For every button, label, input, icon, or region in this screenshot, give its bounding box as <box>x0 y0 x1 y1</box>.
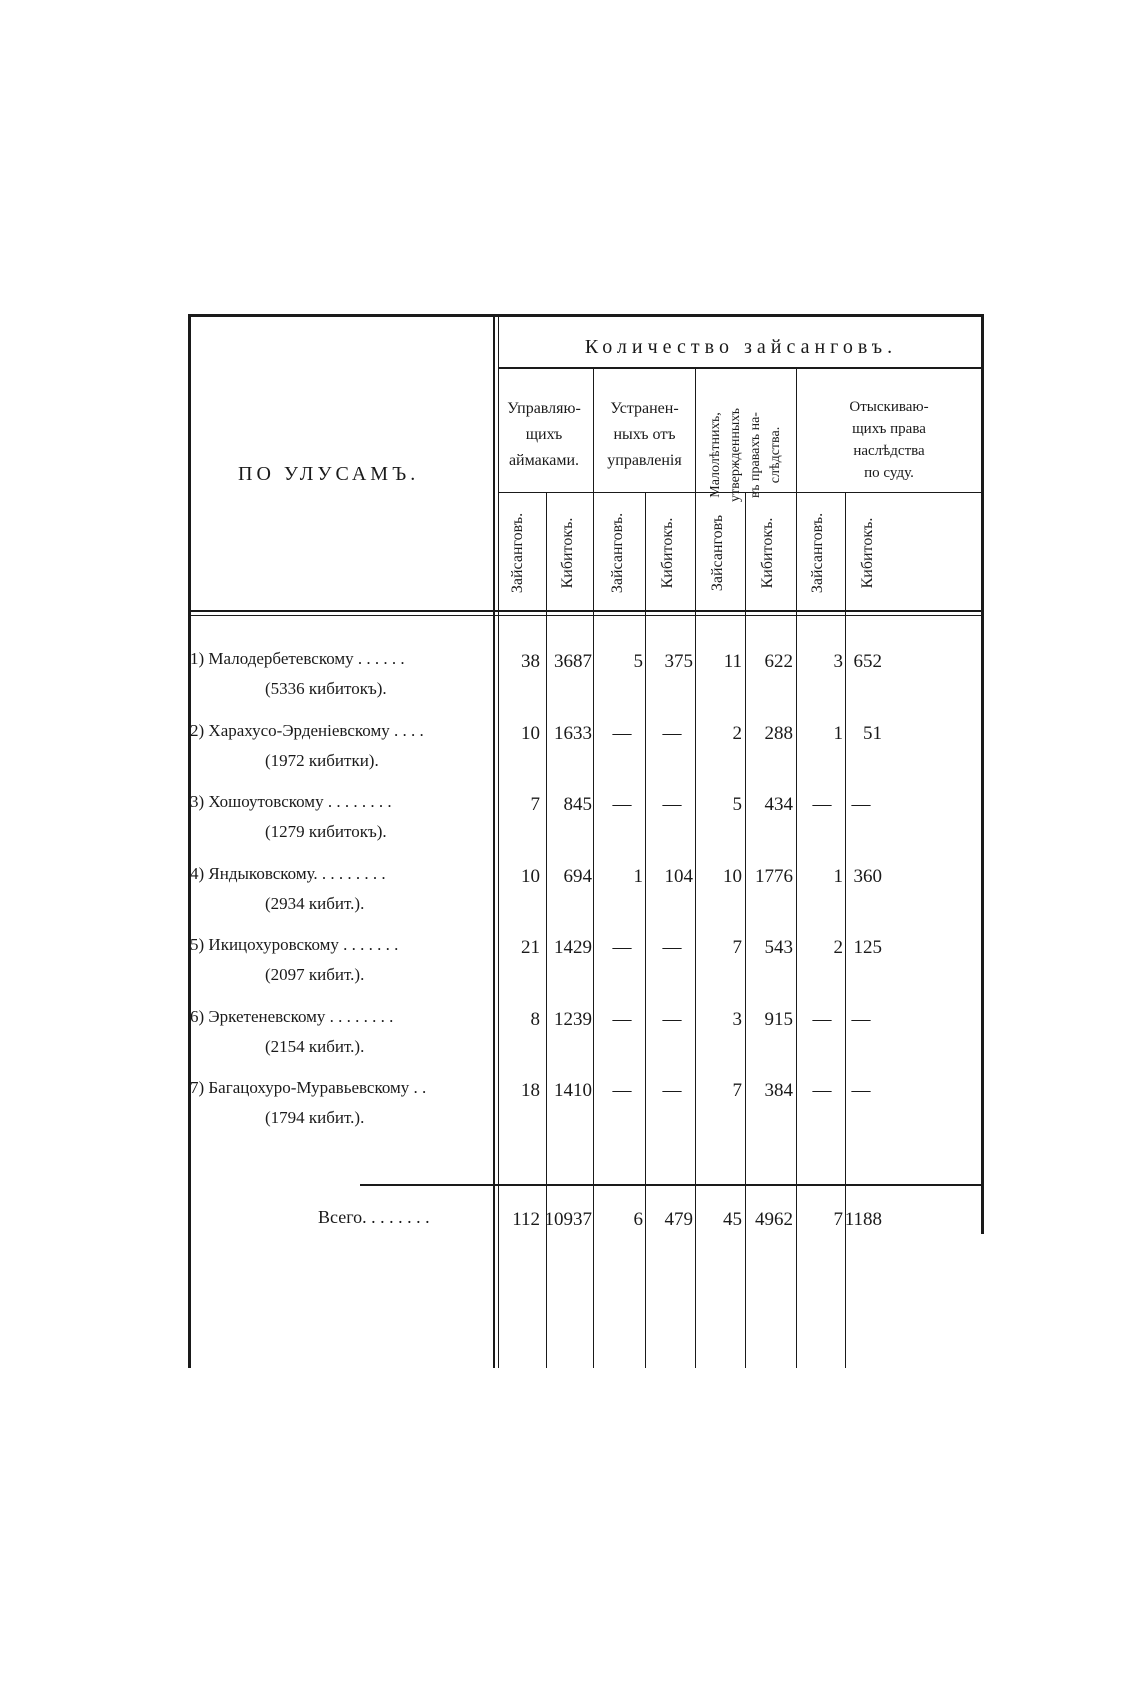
subcol-kibitkas-1: Кибитокъ. <box>559 517 576 589</box>
table-cell: — <box>612 937 632 958</box>
table-cell: 1 <box>633 865 643 887</box>
row-subtitle: (5336 кибитокъ). <box>265 679 387 698</box>
table-cell: — <box>851 794 871 815</box>
table-cell: 288 <box>764 722 793 744</box>
table-cell: — <box>662 722 682 744</box>
table-cell: 3 <box>732 1008 742 1030</box>
table-cell: — <box>812 1008 832 1030</box>
table-cell: — <box>662 1080 682 1101</box>
total-label: Всего. . . . . . . . <box>318 1207 430 1227</box>
table-cell: — <box>612 794 632 815</box>
table-cell: — <box>612 722 632 744</box>
total-cell: 45 <box>723 1209 742 1230</box>
table-cell: 434 <box>764 794 793 815</box>
subcol-kibitkas-3: Кибитокъ. <box>759 517 776 589</box>
subcol-divider-1 <box>546 492 547 1368</box>
subcol-zaisangs-4: Зайсанговъ. <box>809 512 826 594</box>
header-bottom-border <box>188 610 984 612</box>
group-header-minors: Малолѣтнихъ, утвержденныхъ въ правахъ на- слѣдства. <box>708 408 783 502</box>
table-cell: 21 <box>521 937 540 958</box>
table-cell: 10 <box>521 722 540 744</box>
table-cell: 1410 <box>554 1080 592 1101</box>
group-header-claimants: Отыскиваю- щихъ права наслѣдства по суду. <box>849 399 929 481</box>
row-subtitle: (1794 кибит.). <box>265 1108 365 1127</box>
table-cell: 1239 <box>554 1008 592 1030</box>
table-cell: 2 <box>833 937 843 958</box>
row-subtitle: (2154 кибит.). <box>265 1036 365 1056</box>
total-cell: 4962 <box>755 1209 793 1230</box>
row-name: 4) Яндыковскому. . . . . . . . . <box>190 863 386 883</box>
table-cell: — <box>612 1008 632 1030</box>
row-subtitle: (1279 кибитокъ). <box>265 822 387 841</box>
table-cell: 694 <box>563 865 592 887</box>
subcol-zaisangs-2: Зайсанговъ. <box>609 512 626 594</box>
table-cell: — <box>612 1080 632 1101</box>
row-name: 5) Икицохуровскому . . . . . . . <box>190 935 399 954</box>
title-underline <box>498 367 984 369</box>
table-cell: 11 <box>723 651 742 672</box>
table-cell: 915 <box>764 1008 793 1030</box>
row-name: 2) Харахусо-Эрденіевскому . . . . <box>190 720 424 740</box>
table-cell: 1633 <box>554 722 592 744</box>
table-cell: — <box>662 937 682 958</box>
subcol-kibitkas-2: Кибитокъ. <box>659 517 676 589</box>
table-cell: 125 <box>853 937 882 958</box>
table-cell: 375 <box>664 651 693 672</box>
table-cell: 5 <box>732 794 742 815</box>
table-cell: 3687 <box>554 651 592 672</box>
table-cell: 51 <box>863 722 882 744</box>
row-name: 7) Багацохуро-Муравьевскому . . <box>190 1078 427 1097</box>
table-cell: — <box>812 1080 832 1101</box>
table-cell: 622 <box>764 651 793 672</box>
table-cell: 1 <box>833 722 843 744</box>
table-cell: 1429 <box>554 937 592 958</box>
table-top-border <box>188 314 984 317</box>
table-cell: — <box>812 794 832 815</box>
table-cell: 10 <box>723 865 742 887</box>
group-header-managing: Управляю- щихъ аймаками. <box>507 400 581 469</box>
row-subtitle: (2097 кибит.). <box>265 965 365 984</box>
table-main-title: Количество зайсанговъ. <box>584 336 898 358</box>
table-cell: 845 <box>563 794 592 815</box>
row-subtitle: (1972 кибитки). <box>265 750 379 770</box>
subcol-divider-4 <box>845 492 846 1368</box>
table-cell: 18 <box>521 1080 540 1101</box>
table-cell: 7 <box>732 1080 742 1101</box>
table-cell: 3 <box>833 651 843 672</box>
table-cell: 7 <box>530 794 540 815</box>
total-cell: 1188 <box>844 1209 882 1230</box>
statistics-table <box>188 314 984 1368</box>
table-cell: 1776 <box>755 865 793 887</box>
group-header-removed: Устранен- ныхъ отъ управленія <box>607 400 682 469</box>
row-name: 3) Хошоутовскому . . . . . . . . <box>190 792 392 811</box>
row-name: 6) Эркетеневскому . . . . . . . . <box>190 1006 394 1026</box>
table-cell: 543 <box>764 937 793 958</box>
table-cell: 360 <box>853 865 882 887</box>
subcol-zaisangs-1: Зайсанговъ. <box>509 512 526 594</box>
table-cell: — <box>662 1008 682 1030</box>
table-cell: 2 <box>732 722 742 744</box>
subcol-divider-3 <box>745 492 746 1368</box>
subcol-zaisangs-3: Зайсанговъ <box>709 514 726 592</box>
table-cell: 1 <box>833 865 843 887</box>
row-subtitle: (2934 кибит.). <box>265 893 365 913</box>
table-cell: 10 <box>521 865 540 887</box>
total-cell: 112 <box>512 1209 540 1230</box>
table-cell: 652 <box>853 651 882 672</box>
table-cell: 5 <box>633 651 643 672</box>
table-cell: 38 <box>521 651 540 672</box>
region-label: ПО УЛУСАМЪ. <box>238 463 420 485</box>
table-cell: 384 <box>764 1080 793 1101</box>
table-right-border <box>981 314 984 1234</box>
table-cell: — <box>851 1080 871 1101</box>
total-cell: 6 <box>633 1209 643 1230</box>
header-bottom-border-thin <box>188 615 984 616</box>
table-cell: 7 <box>732 937 742 958</box>
total-cell: 479 <box>664 1209 693 1230</box>
total-cell: 7 <box>833 1209 843 1230</box>
subcol-kibitkas-4: Кибитокъ. <box>859 517 876 589</box>
table-left-border <box>188 314 191 1368</box>
row-name: 1) Малодербетевскому . . . . . . <box>190 649 405 668</box>
total-cell: 10937 <box>544 1209 592 1230</box>
table-cell: 8 <box>530 1008 540 1030</box>
table-cell: — <box>851 1008 871 1030</box>
table-cell: — <box>662 794 682 815</box>
subcol-divider-2 <box>645 492 646 1368</box>
total-separator-rule <box>360 1184 984 1186</box>
table-cell: 104 <box>664 865 693 887</box>
